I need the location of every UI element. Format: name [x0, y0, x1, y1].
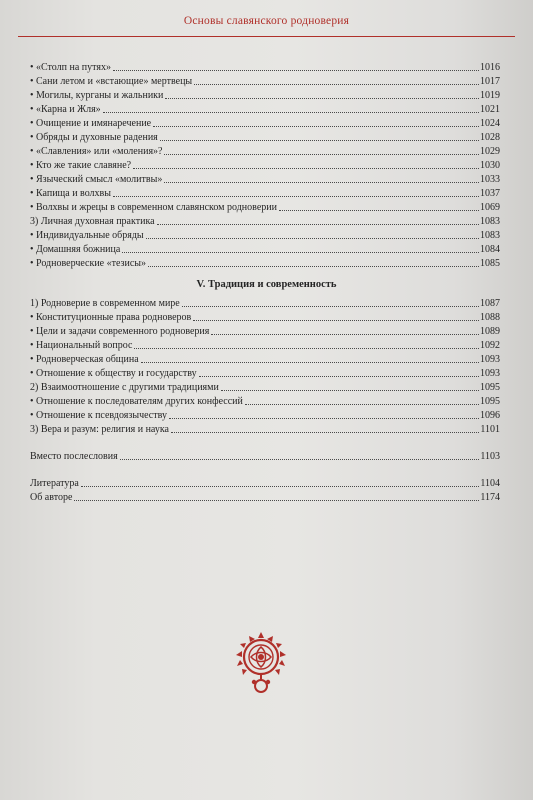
toc-entry: [30, 132, 500, 143]
dot-leader: [169, 417, 479, 419]
dot-leader: [199, 375, 479, 377]
toc-entry: [30, 478, 500, 489]
toc-entry-page: 1019: [480, 90, 500, 101]
toc-entry: [30, 382, 500, 393]
toc-entry-label: Литература: [30, 478, 79, 489]
section-heading: V. Традиция и современность: [196, 279, 337, 290]
toc-entry-page: 1021: [480, 104, 500, 115]
toc-entry: [30, 396, 500, 407]
toc-entry-label: 3) Вера и разум: религия и наука: [30, 424, 169, 435]
dot-leader: [133, 167, 479, 169]
toc-entry-page: 1029: [480, 146, 500, 157]
toc-entry-page: 1069: [480, 202, 500, 213]
dot-leader: [103, 111, 479, 113]
dot-leader: [74, 499, 479, 501]
toc-entry-page: 1092: [480, 340, 500, 351]
toc-entry: [30, 424, 500, 435]
toc-entry: [30, 90, 500, 101]
dot-leader: [171, 431, 479, 433]
toc-entry: [30, 118, 500, 129]
toc-entry: [30, 326, 500, 337]
toc-entry: [30, 188, 500, 199]
dot-leader: [153, 125, 479, 127]
toc-entry-page: 1096: [480, 410, 500, 421]
toc-entry-label: • Могилы, курганы и жальники: [30, 90, 164, 101]
toc-entry-page: 1024: [480, 118, 500, 129]
toc-entry-page: 1084: [480, 244, 500, 255]
toc-entry: [30, 368, 500, 379]
toc-entry-page: 1104: [480, 478, 500, 489]
toc-entry-page: 1033: [480, 174, 500, 185]
dot-leader: [157, 223, 479, 225]
dot-leader: [182, 305, 479, 307]
toc-entry-label: • «Столп на путях»: [30, 62, 111, 73]
dot-leader: [211, 333, 479, 335]
dot-leader: [165, 97, 479, 99]
toc-entry-label: • Сани летом и «встающие» мертвецы: [30, 76, 193, 87]
toc-entry-label: • Волхвы и жрецы в современном славянском родноверии: [30, 202, 277, 213]
dot-leader: [160, 139, 479, 141]
toc-entry: [30, 202, 500, 213]
toc-entry-page: 1017: [480, 76, 500, 87]
toc-entry-page: 1088: [480, 312, 500, 323]
toc-entry-label: 2) Взаимоотношение с другими традициями: [30, 382, 219, 393]
dot-leader: [81, 485, 480, 487]
toc-entry: [30, 160, 500, 171]
sun-wheel-ornament-icon: [233, 630, 289, 696]
dot-leader: [221, 389, 479, 391]
toc-entry-label: Об авторе: [30, 492, 73, 503]
toc-entry-label: • Кто же такие славяне?: [30, 160, 132, 171]
toc-entry-page: 1089: [480, 326, 500, 337]
toc-entry: [30, 258, 500, 269]
toc-entry-label: • Капища и волхвы: [30, 188, 111, 199]
toc-entry-label: • «Карна и Жля»: [30, 104, 101, 115]
toc-entry: [30, 298, 500, 309]
toc-entry-page: 1037: [480, 188, 500, 199]
toc-entry-label: Вместо послесловия: [30, 451, 118, 462]
dot-leader: [245, 403, 479, 405]
dot-leader: [164, 181, 479, 183]
toc-entry: [30, 451, 500, 462]
toc-entry-page: 1028: [480, 132, 500, 143]
toc-entry-label: • Языческий смысл «молитвы»: [30, 174, 163, 185]
toc-entry-label: 3) Личная духовная практика: [30, 216, 155, 227]
toc-entry: [30, 104, 500, 115]
toc-entry: [30, 62, 500, 73]
toc-entry-label: • Родноверческая община: [30, 354, 139, 365]
toc-entry: [30, 230, 500, 241]
toc-entry: [30, 174, 500, 185]
dot-leader: [148, 265, 479, 267]
toc-entry-page: 1095: [480, 396, 500, 407]
dot-leader: [141, 361, 479, 363]
toc-entry-page: 1095: [480, 382, 500, 393]
toc-entry-page: 1174: [480, 492, 500, 503]
toc-entry: [30, 244, 500, 255]
toc-entry-label: 1) Родноверие в современном мире: [30, 298, 180, 309]
dot-leader: [194, 83, 479, 85]
toc-entry: [30, 492, 500, 503]
toc-entry-label: • Цели и задачи современного родноверия: [30, 326, 210, 337]
dot-leader: [164, 153, 479, 155]
header-rule: [18, 36, 515, 37]
toc-entry-label: • Родноверческие «тезисы»: [30, 258, 147, 269]
toc-entry-page: 1101: [480, 424, 500, 435]
dot-leader: [120, 458, 480, 460]
toc-entry-label: • Очищение и имянаречение: [30, 118, 152, 129]
toc-entry-label: • Отношение к псевдоязычеству: [30, 410, 167, 421]
toc-entry: [30, 146, 500, 157]
toc-entry-label: • «Славления» или «моления»?: [30, 146, 163, 157]
toc-entry-label: • Отношение к обществу и государству: [30, 368, 197, 379]
dot-leader: [122, 251, 479, 253]
toc-entry: [30, 216, 500, 227]
toc-entry-page: 1030: [480, 160, 500, 171]
dot-leader: [113, 69, 479, 71]
toc-entry-page: 1087: [480, 298, 500, 309]
toc-entry-label: • Конституционные права родноверов: [30, 312, 192, 323]
toc-entry-label: • Индивидуальные обряды: [30, 230, 144, 241]
dot-leader: [279, 209, 479, 211]
toc-entry-label: • Национальный вопрос: [30, 340, 133, 351]
toc-entry-page: 1083: [480, 230, 500, 241]
toc-entry-label: • Отношение к последователям других конфессий: [30, 396, 243, 407]
dot-leader: [113, 195, 479, 197]
dot-leader: [134, 347, 479, 349]
toc-entry: [30, 312, 500, 323]
toc-entry-label: • Домашняя божница: [30, 244, 121, 255]
toc-entry-label: • Обряды и духовные радения: [30, 132, 158, 143]
toc-entry-page: 1103: [480, 451, 500, 462]
toc-entry-page: 1093: [480, 354, 500, 365]
running-header-title: Основы славянского родноверия: [183, 15, 350, 27]
toc-entry: [30, 410, 500, 421]
toc-entry: [30, 76, 500, 87]
toc-entry: [30, 354, 500, 365]
toc-entry-page: 1093: [480, 368, 500, 379]
dot-leader: [193, 319, 479, 321]
toc-entry-page: 1083: [480, 216, 500, 227]
dot-leader: [146, 237, 479, 239]
toc-entry-page: 1016: [480, 62, 500, 73]
toc-entry-page: 1085: [480, 258, 500, 269]
toc-entry: [30, 340, 500, 351]
